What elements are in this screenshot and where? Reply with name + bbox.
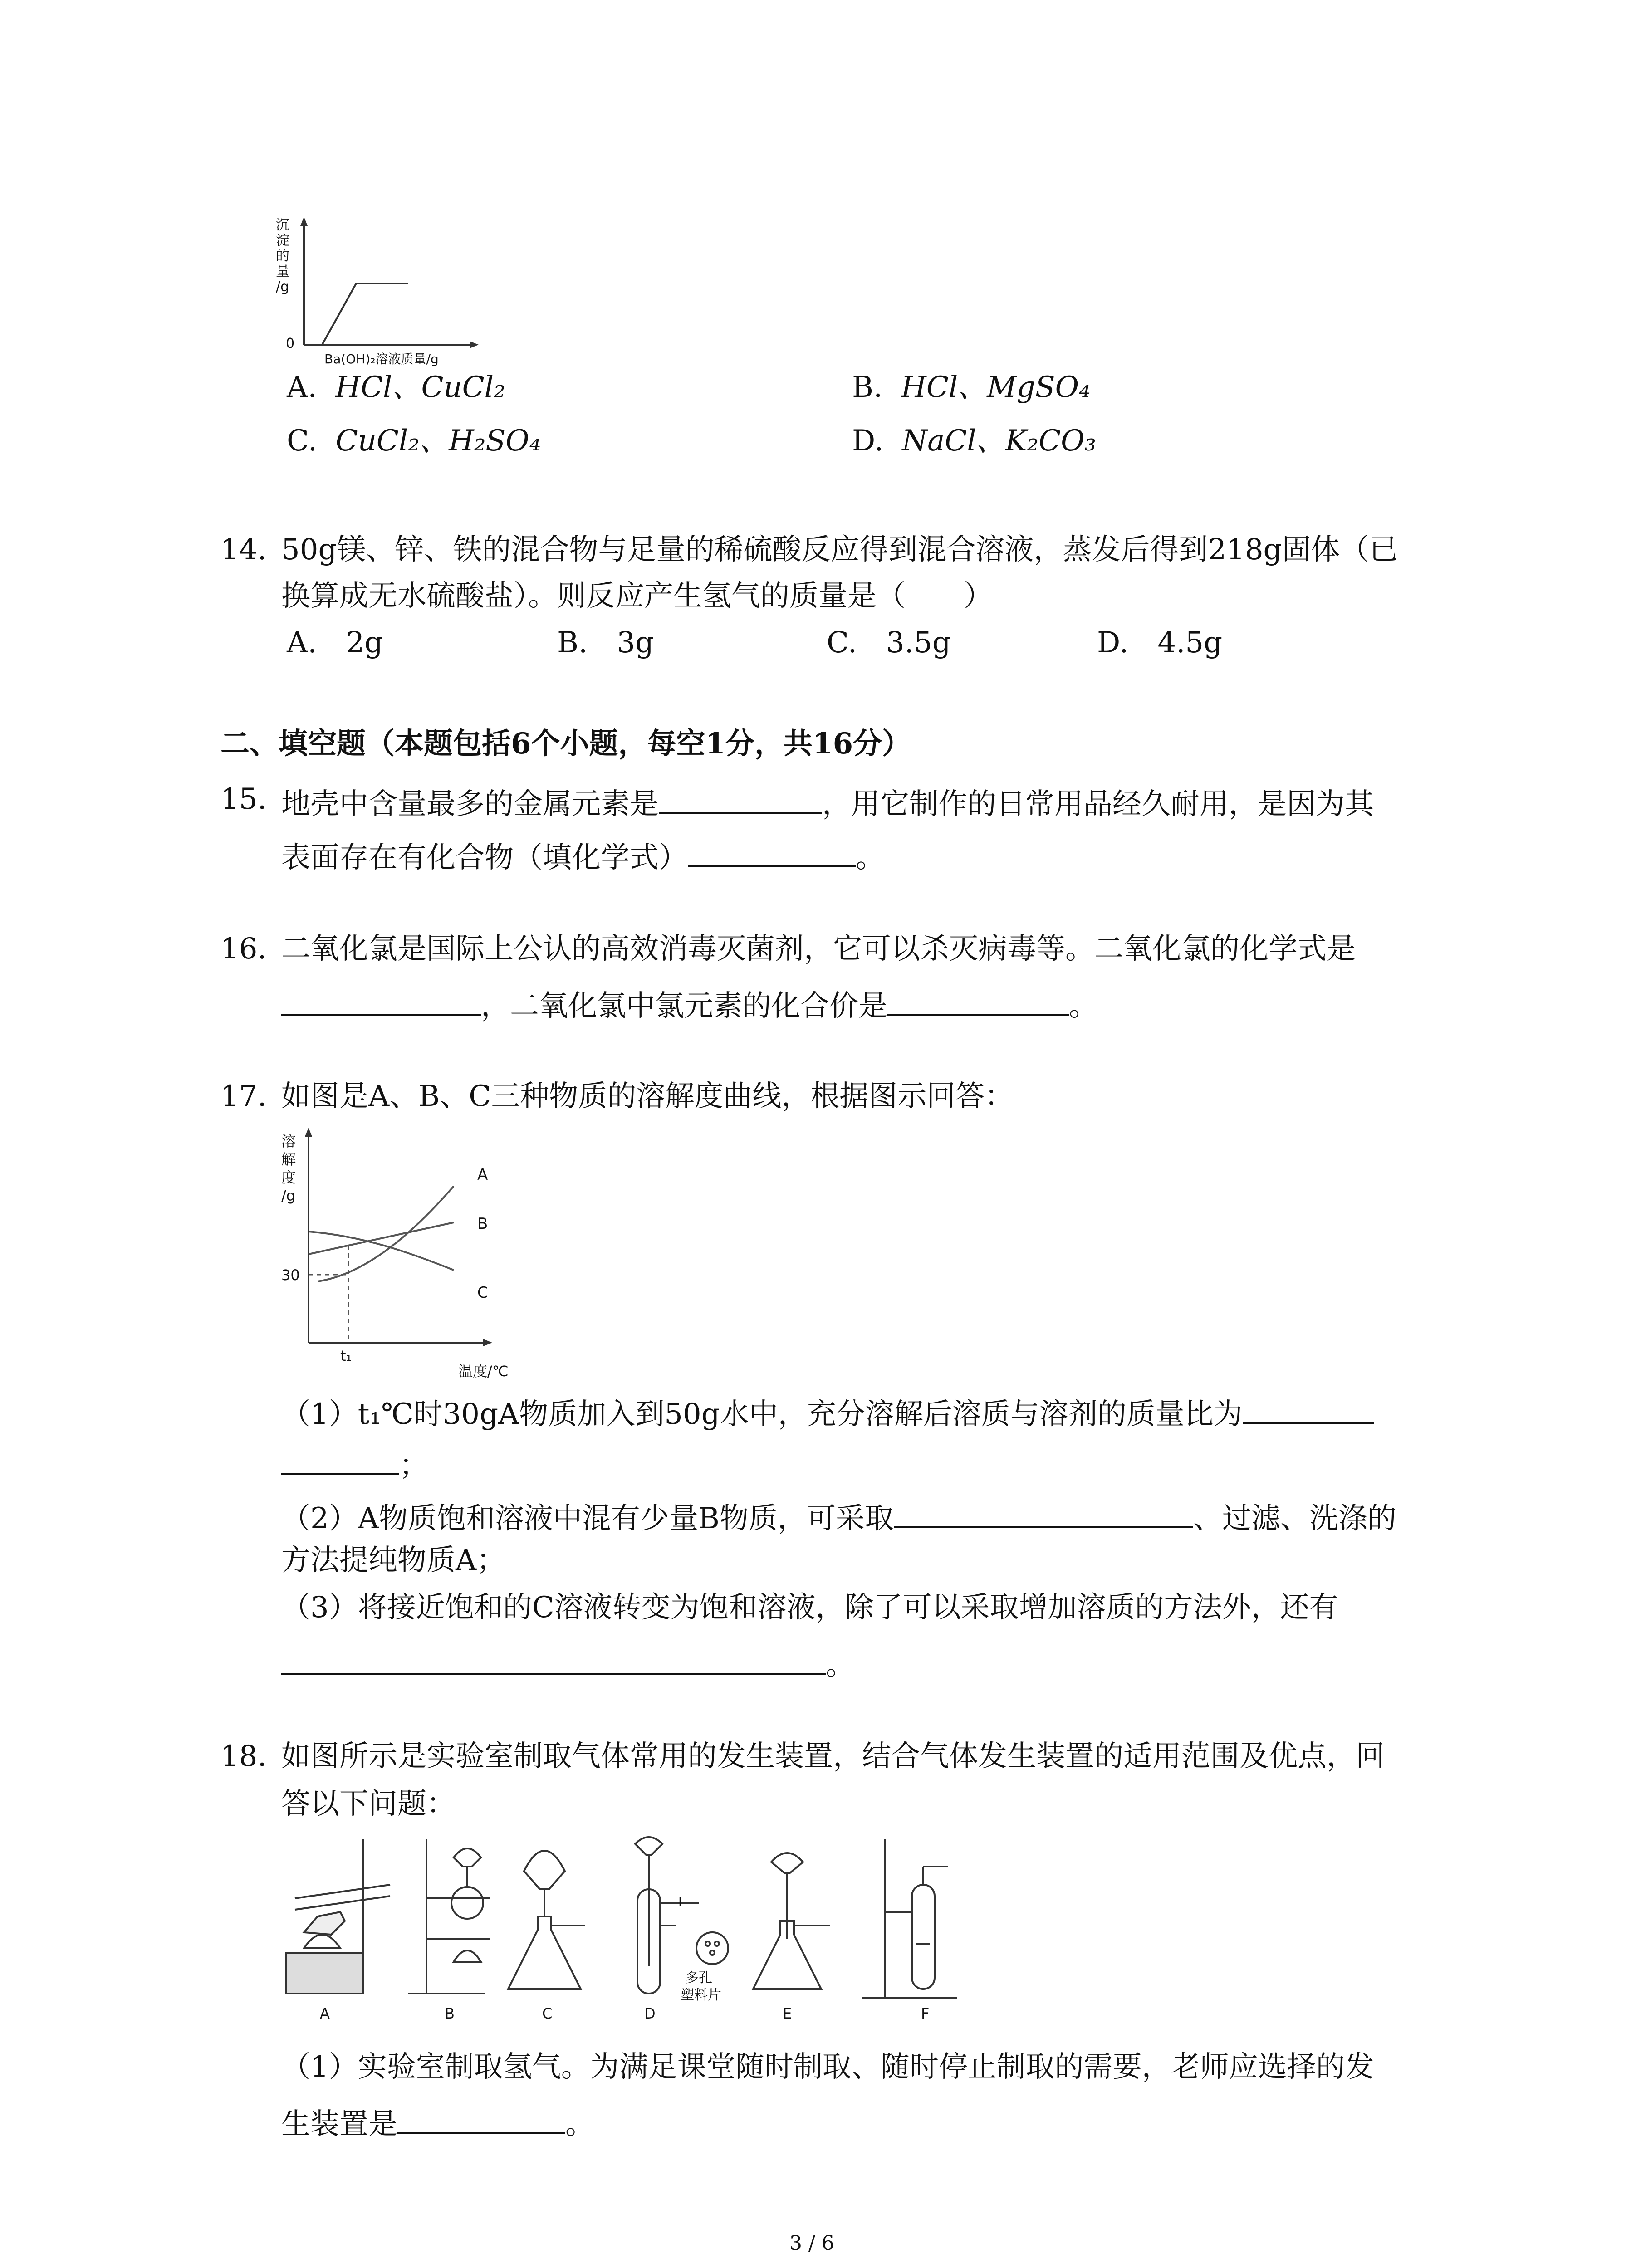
x-tick-t1: t₁	[340, 1347, 352, 1364]
y-label-char: 解	[281, 1151, 296, 1168]
q13-option-c[interactable]	[287, 424, 541, 458]
q15-text: 地壳中含量最多的金属元素是	[281, 787, 659, 821]
apparatus-label-c: C	[542, 2005, 553, 2022]
q17-sub1-cont	[281, 1446, 428, 1480]
q18-number: 18.	[220, 1740, 267, 1773]
q15-blank-2[interactable]	[688, 838, 856, 867]
q14-option-a[interactable]: A. 2g	[287, 626, 383, 660]
q18-stem-line2: 答以下问题：	[281, 1787, 456, 1821]
q18-text: 。	[565, 2107, 594, 2141]
curve-c	[309, 1232, 454, 1270]
x-axis-arrow	[470, 341, 479, 348]
page-number: 3 / 6	[789, 2232, 834, 2255]
q18-sub1-line1: （1）实验室制取氢气。为满足课堂随时制取、随时停止制取的需要，老师应选择的发	[281, 2050, 1374, 2084]
q18-stem-line1: 如图所示是实验室制取气体常用的发生装置，结合气体发生装置的适用范围及优点，回	[281, 1740, 1385, 1773]
q17-blank-1b[interactable]	[281, 1446, 399, 1475]
y-label-char: /g	[281, 1187, 296, 1204]
option-letter: B.	[852, 371, 883, 404]
q16-blank-1[interactable]	[281, 987, 481, 1016]
q17-stem: 如图是A、B、C三种物质的溶解度曲线，根据图示回答：	[281, 1080, 1014, 1113]
q15-text: 表面存在有化合物（填化学式）	[281, 841, 688, 875]
q18-sub1-line2	[281, 2105, 594, 2139]
q13-option-d[interactable]	[852, 424, 1097, 458]
apparatus-svg	[277, 1830, 966, 2025]
series-label-b: B	[477, 1215, 488, 1233]
y-label-char: 溶	[281, 1133, 296, 1150]
q13-precipitate-chart	[272, 213, 490, 367]
apparatus-label-b: B	[445, 2005, 455, 2022]
q13-y-label	[276, 218, 289, 295]
q18-text: 生装置是	[281, 2107, 397, 2141]
curve-b	[309, 1222, 454, 1254]
q15-line1	[281, 785, 1374, 819]
q17-sub1-text: （1）t₁℃时30gA物质加入到50g水中，充分溶解后溶质与溶剂的质量比为	[281, 1398, 1243, 1431]
apparatus-e	[753, 1853, 830, 1989]
solubility-y-label	[281, 1132, 296, 1205]
q13-chart-svg	[272, 213, 490, 363]
series-label-c: C	[477, 1284, 488, 1302]
apparatus-label-f: F	[921, 2005, 930, 2022]
q13-option-b[interactable]	[852, 373, 1091, 402]
q17-blank-1a[interactable]	[1243, 1395, 1374, 1424]
q17-sub2	[281, 1499, 1396, 1533]
y-label-char: 度	[281, 1169, 296, 1186]
q15-line2	[281, 838, 885, 875]
q18-blank-1[interactable]	[397, 2105, 565, 2134]
y-label-char: 淀	[276, 233, 289, 249]
option-text: CuCl₂、H₂SO₄	[335, 424, 541, 458]
q15-blank-1[interactable]	[659, 785, 822, 814]
apparatus-f	[862, 1839, 957, 1998]
q13-x-label: Ba(OH)₂溶液质量/g	[324, 352, 439, 367]
q13-origin: 0	[286, 336, 295, 352]
apparatus-label-a: A	[320, 2005, 330, 2022]
solubility-chart-svg	[272, 1125, 526, 1379]
series-label-a: A	[477, 1166, 488, 1184]
y-label-char: 量	[276, 264, 289, 279]
q17-sub2-line2: 方法提纯物质A；	[281, 1544, 506, 1577]
x-axis-arrow	[483, 1339, 492, 1346]
apparatus-c	[508, 1851, 585, 1989]
y-label-char: 沉	[276, 217, 289, 233]
q15-text: 。	[856, 841, 885, 875]
solubility-chart	[272, 1125, 526, 1379]
q16-text: 。	[1069, 989, 1098, 1023]
apparatus-a	[286, 1839, 390, 1994]
q17-number: 17.	[220, 1080, 267, 1113]
apparatus-label-e: E	[783, 2005, 792, 2022]
y-label-char: 的	[276, 248, 289, 264]
q17-blank-3[interactable]	[281, 1646, 826, 1675]
q14-option-d[interactable]: D. 4.5g	[1097, 626, 1223, 660]
option-text: HCl、CuCl₂	[335, 371, 505, 404]
q16-number: 16.	[220, 932, 267, 966]
curve-a	[318, 1186, 454, 1281]
y-axis-arrow	[300, 217, 308, 226]
q14-stem-line1: 50g镁、锌、铁的混合物与足量的稀硫酸反应得到混合溶液，蒸发后得到218g固体（已	[281, 533, 1398, 567]
q17-sub2-text: （2）A物质饱和溶液中混有少量B物质，可采取	[281, 1502, 894, 1535]
precipitate-curve	[322, 284, 408, 345]
apparatus-d	[635, 1837, 728, 1994]
q16-line1: 二氧化氯是国际上公认的高效消毒灭菌剂，它可以杀灭病毒等。二氧化氯的化学式是	[281, 932, 1356, 966]
q17-text: 。	[826, 1648, 855, 1682]
option-letter: D.	[852, 424, 884, 458]
q14-number: 14.	[220, 533, 267, 567]
q14-option-c[interactable]: C. 3.5g	[827, 626, 951, 660]
q17-sub3: （3）将接近饱和的C溶液转变为饱和溶液，除了可以采取增加溶质的方法外，还有	[281, 1591, 1338, 1624]
y-label-char: /g	[276, 279, 289, 295]
option-letter: C.	[287, 424, 318, 458]
option-letter: A.	[287, 371, 317, 404]
apparatus-label-d: D	[644, 2005, 656, 2022]
q16-blank-2[interactable]	[887, 987, 1069, 1016]
q14-option-b[interactable]: B. 3g	[557, 626, 654, 660]
apparatus-d-mark: I	[678, 1894, 682, 1909]
apparatus-b	[408, 1839, 490, 1994]
porous-plate-note-2: 塑料片	[681, 1987, 721, 2003]
q15-text: ，用它制作的日常用品经久耐用，是因为其	[822, 787, 1374, 821]
y-tick-30: 30	[281, 1266, 300, 1284]
solubility-x-label: 温度/℃	[458, 1363, 509, 1380]
section-2-title: 二、填空题（本题包括6个小题，每空1分，共16分）	[220, 727, 911, 761]
q17-text: ；	[399, 1449, 428, 1482]
q17-blank-2[interactable]	[894, 1499, 1193, 1528]
q16-line2	[281, 987, 1098, 1021]
option-text: HCl、MgSO₄	[901, 371, 1091, 404]
y-axis-arrow	[305, 1128, 312, 1137]
q13-option-a[interactable]	[287, 373, 505, 402]
option-text: NaCl、K₂CO₃	[902, 424, 1097, 458]
q17-sub1	[281, 1395, 1374, 1429]
porous-plate-note-1: 多孔	[685, 1970, 712, 1986]
q17-sub2-text: 、过滤、洗涤的	[1193, 1502, 1396, 1535]
q15-number: 15.	[220, 782, 267, 816]
q17-sub3-cont	[281, 1646, 855, 1680]
q16-text: ，二氧化氯中氯元素的化合价是	[481, 989, 887, 1023]
q14-stem-line2: 换算成无水硫酸盐）。则反应产生氢气的质量是（ ）	[281, 579, 993, 613]
gas-apparatus-figure	[277, 1830, 966, 2025]
